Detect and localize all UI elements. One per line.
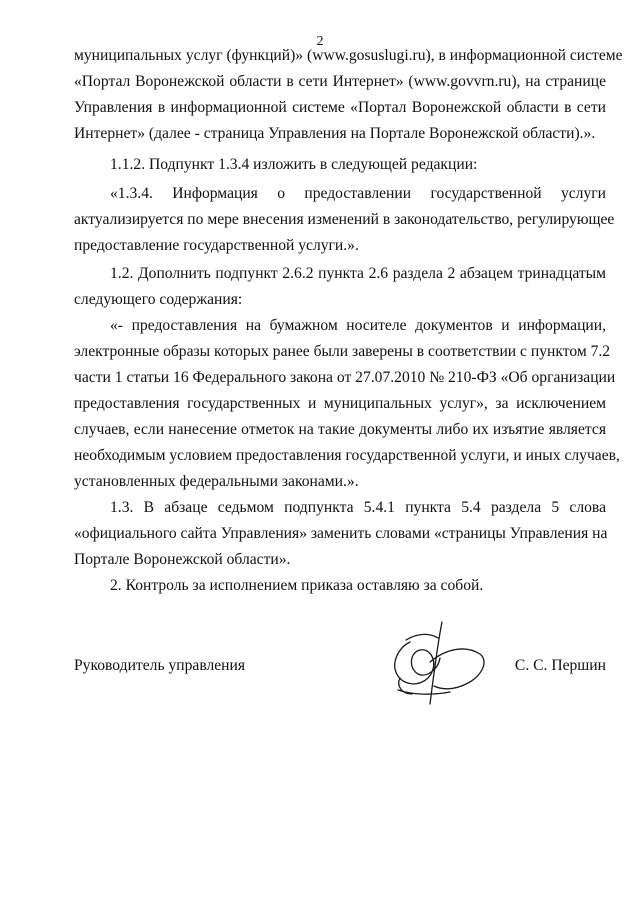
signatory-name: С. С. Першин [514,657,606,674]
text-line: муниципальных услуг (функций)» (www.gosuslugi.ru), в информационной системе [74,47,623,64]
text-line: Портале Воронежской области». [74,551,291,568]
signatory-position: Руководитель управления [74,657,246,674]
text-line: следующего содержания: [74,291,243,308]
text-line: 1.3. В абзаце седьмом подпункта 5.4.1 пункта 5.4 раздела 5 слова [110,499,606,516]
text-line: «официального сайта Управления» заменить словами «страницы Управления на [74,525,608,542]
text-line: установленных федеральными законами.». [74,473,359,490]
page-number: 2 [316,34,324,49]
text-line: предоставления государственных и муниципальных услуг», за исключением [74,395,606,412]
text-line: случаев, если нанесение отметок на такие документы либо их изъятие является [74,421,606,438]
text-line: необходимым условием предоставления государственной услуги, и иных случаев, [74,447,620,464]
text-line: электронные образы которых ранее были заверены в соответствии с пунктом 7.2 [74,343,611,360]
text-line: 2. Контроль за исполнением приказа оставляю за собой. [110,577,484,594]
text-line: Интернет» (далее - страница Управления на Портале Воронежской области).». [74,125,596,142]
text-line: Управления в информационной системе «Портал Воронежской области в сети [74,99,606,116]
text-line: «1.3.4. Информация о предоставлении государственной услуги [110,185,606,202]
text-line: «Портал Воронежской области в сети Интернет» (www.govvrn.ru), на странице [74,73,606,90]
text-line: 1.2. Дополнить подпункт 2.6.2 пункта 2.6 раздела 2 абзацем тринадцатым [110,265,606,282]
text-line: части 1 статьи 16 Федерального закона от 27.07.2010 № 210-ФЗ «Об организации [74,369,616,386]
text-line: 1.1.2. Подпункт 1.3.4 изложить в следующей редакции: [110,156,478,173]
text-line: предоставление государственной услуги.». [74,237,359,254]
handwritten-signature [380,612,500,712]
text-line: актуализируется по мере внесения изменений в законодательство, регулирующее [74,211,615,228]
text-line: «- предоставления на бумажном носителе документов и информации, [110,317,606,334]
